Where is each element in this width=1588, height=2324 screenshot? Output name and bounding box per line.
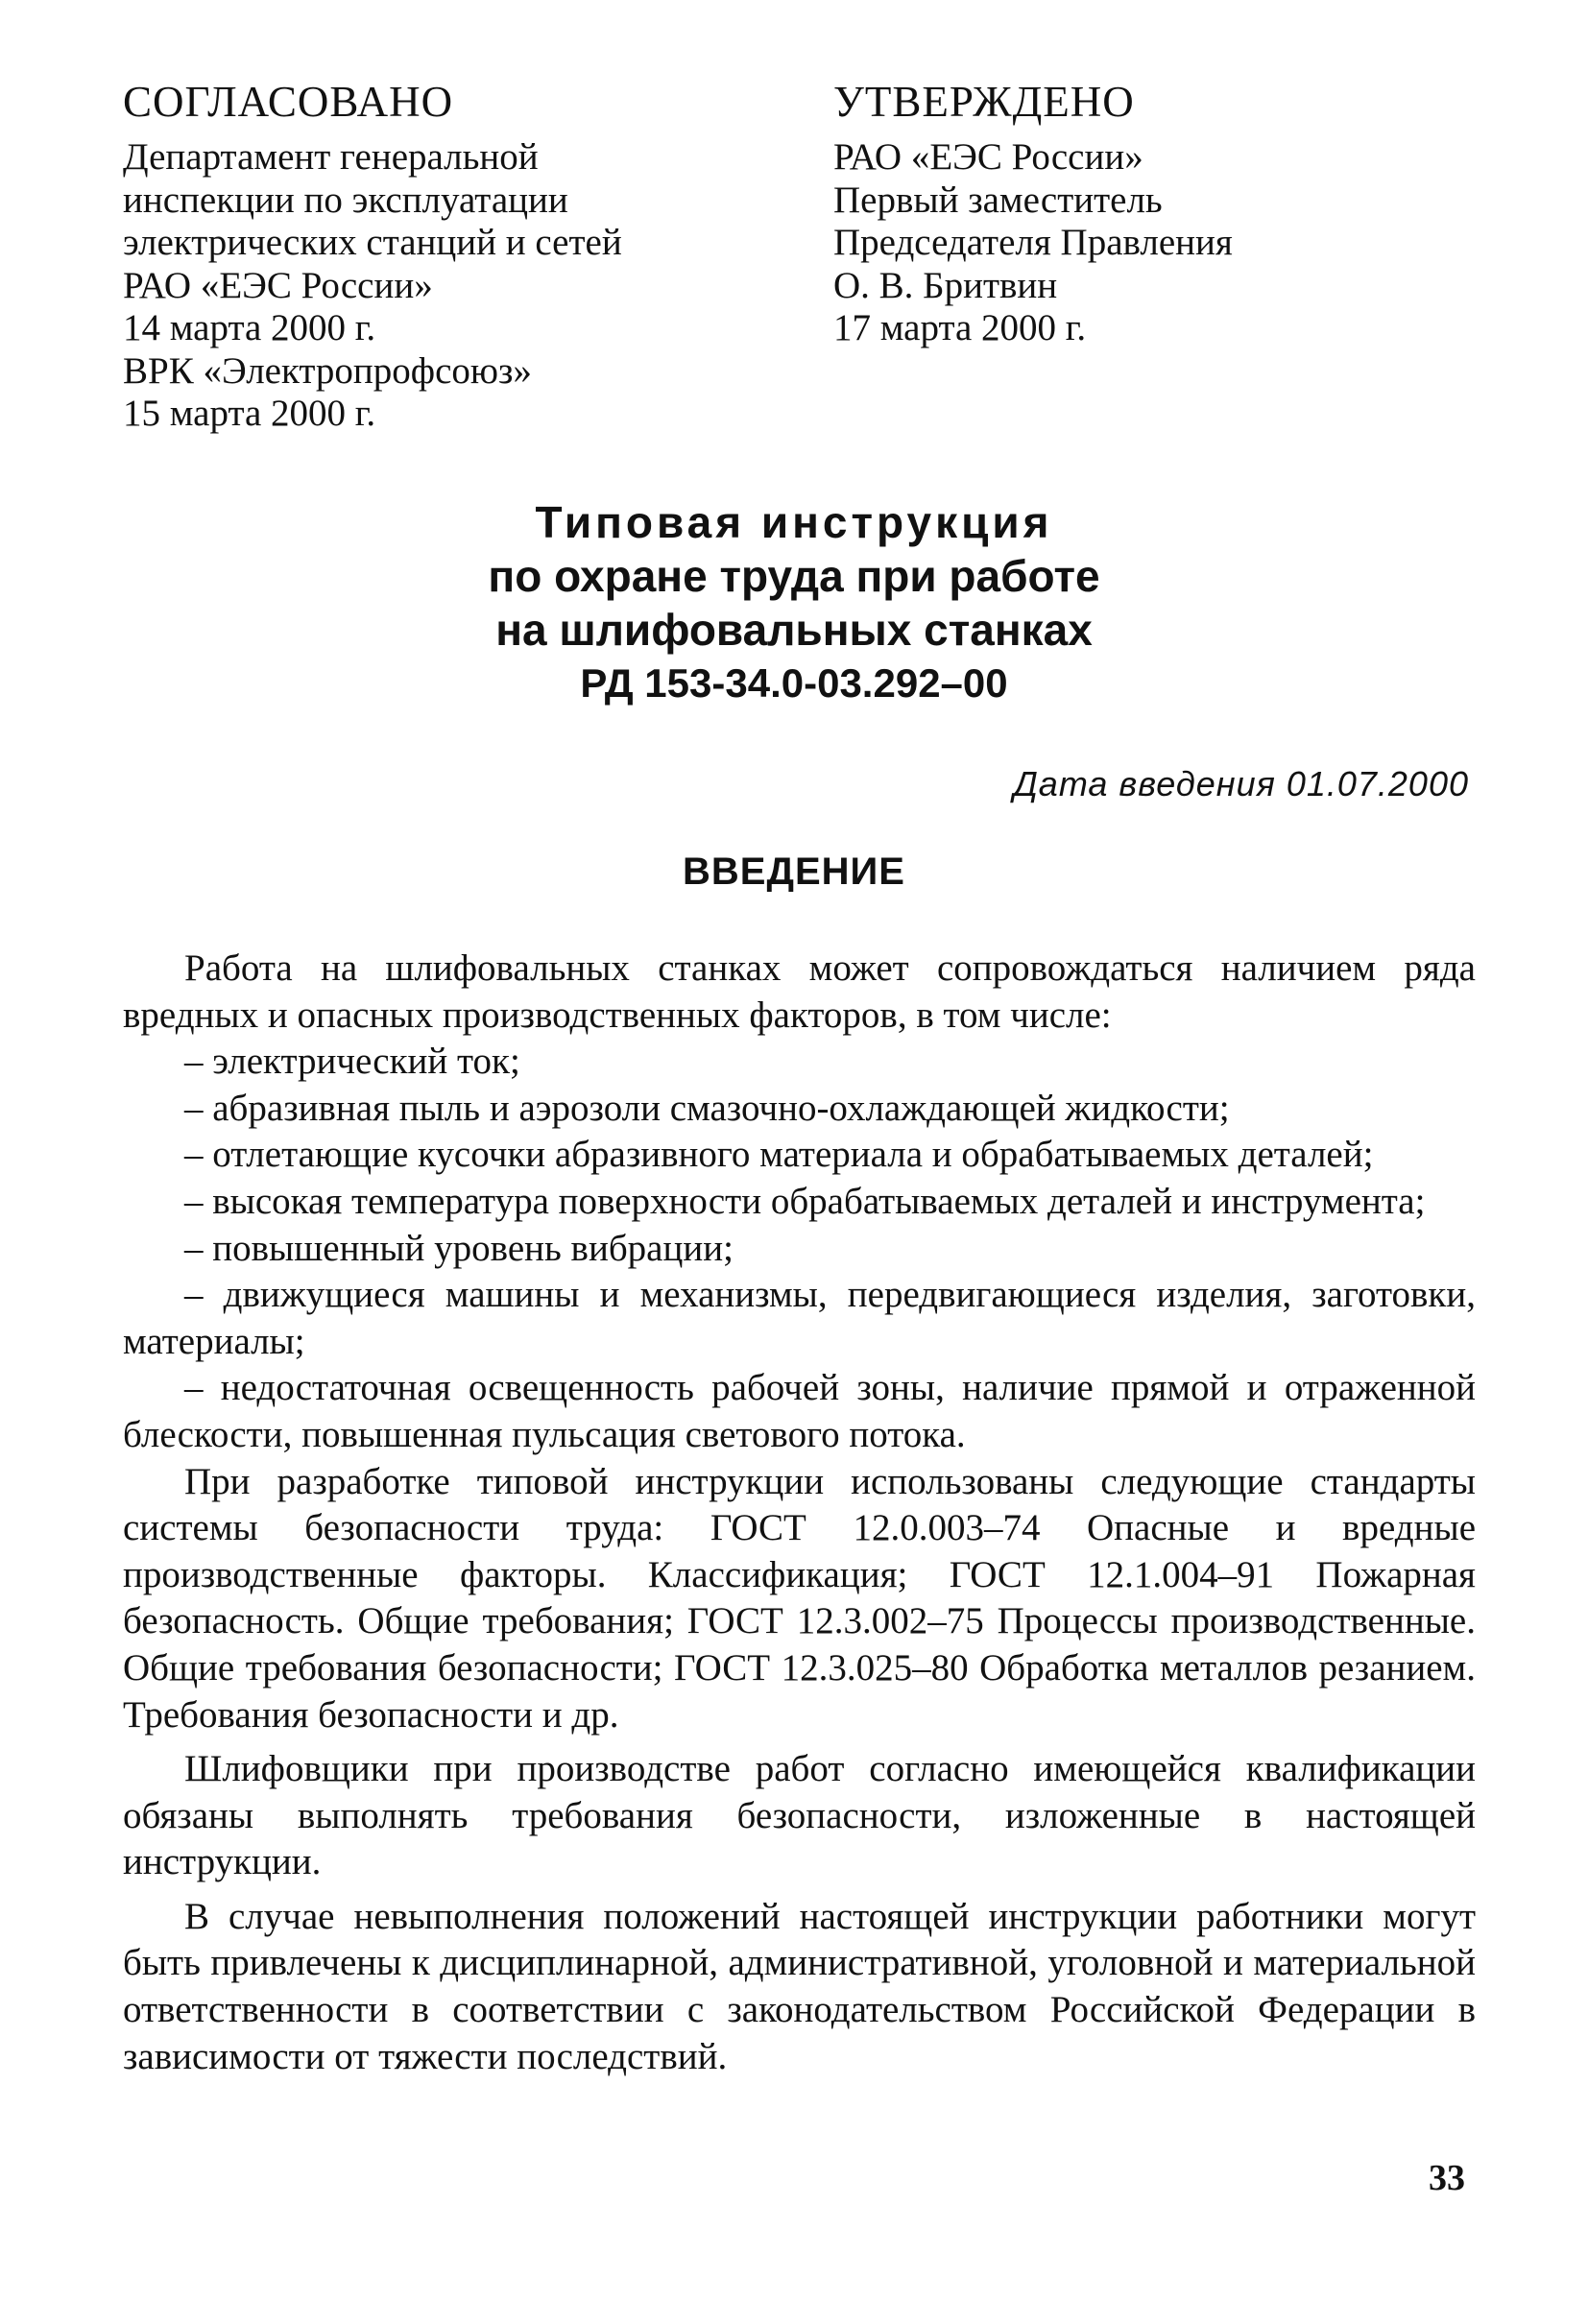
agreed-line: РАО «ЕЭС России» [123, 264, 433, 306]
paragraph: Работа на шлифовальных станках может сопровождаться наличием ряда вредных и опасных производственных факторов, в том числе: [123, 947, 1476, 1036]
agreed-heading: СОГЛАСОВАНО [123, 78, 454, 126]
agreed-line: Департамент генеральной [123, 136, 539, 178]
title-line: по охране труда при работе [488, 551, 1100, 601]
title-line: на шлифовальных станках [495, 605, 1093, 655]
agreed-line: инспекции по эксплуатации [123, 179, 568, 221]
approved-line: Первый заместитель [833, 179, 1163, 221]
agreed-line: 14 марта 2000 г. [123, 307, 376, 348]
approved-heading: УТВЕРЖДЕНО [833, 78, 1135, 126]
approved-line: О. В. Бритвин [833, 264, 1058, 306]
body-text [123, 946, 1476, 2080]
page-number: 33 [1429, 2158, 1465, 2198]
effective-date: Дата введения 01.07.2000 [1013, 764, 1469, 803]
hazard-list [123, 1039, 1476, 1458]
list-item: – движущиеся машины и механизмы, передвигающиеся изделия, заготовки, материалы; [123, 1274, 1476, 1362]
agreed-line: ВРК «Электропрофсоюз» [123, 349, 532, 392]
section-heading: ВВЕДЕНИЕ [683, 851, 905, 893]
agreed-line: электрических станций и сетей [123, 222, 622, 263]
agreed-line: 15 марта 2000 г. [123, 393, 376, 434]
approved-line: Председателя Правления [833, 222, 1233, 263]
approved-line: 17 марта 2000 г. [833, 307, 1087, 348]
approved-line: РАО «ЕЭС России» [833, 136, 1143, 178]
list-item: – высокая температура поверхности обрабатываемых деталей и инструмента; [184, 1180, 1426, 1222]
document-code: РД 153-34.0-03.292–00 [580, 660, 1008, 706]
paragraph: В случае невыполнения положений настоящей инструкции работники могут быть привлечены к дисциплинарной, административной, уголовной и материальной ответственности в соответствии с законодательством Российской Федерации в зависимости от тяжести последствий. [123, 1895, 1476, 2077]
agreed-block [123, 75, 718, 436]
list-item: – электрический ток; [184, 1041, 520, 1083]
title-line: Типовая инструкция [535, 497, 1053, 547]
list-item: – повышенный уровень вибрации; [184, 1227, 734, 1269]
approved-block [833, 75, 1448, 350]
paragraph: При разработке типовой инструкции использованы следующие стандарты системы безопасности труда: ГОСТ 12.0.003–74 Опасные и вредные производственные факторы. Классификация; ГОСТ 12.1.004–91 Пожарная безопасность. Общие требования; ГОСТ 12.3.002–75 Процессы производственные. Общие требования безопасности; ГОСТ 12.3.025–80 Обработка металлов резанием. Требования безопасности и др. [123, 1460, 1476, 1736]
document-title [0, 495, 1588, 710]
list-item: – недостаточная освещенность рабочей зоны, наличие прямой и отраженной блескости, повышенная пульсация светового потока. [123, 1367, 1476, 1455]
list-item: – отлетающие кусочки абразивного материала и обрабатываемых деталей; [184, 1134, 1374, 1176]
paragraph: Шлифовщики при производстве работ согласно имеющейся квалификации обязаны выполнять требования безопасности, изложенные в настоящей инструкции. [123, 1748, 1476, 1883]
list-item: – абразивная пыль и аэрозоли смазочно-охлаждающей жидкости; [184, 1087, 1230, 1129]
